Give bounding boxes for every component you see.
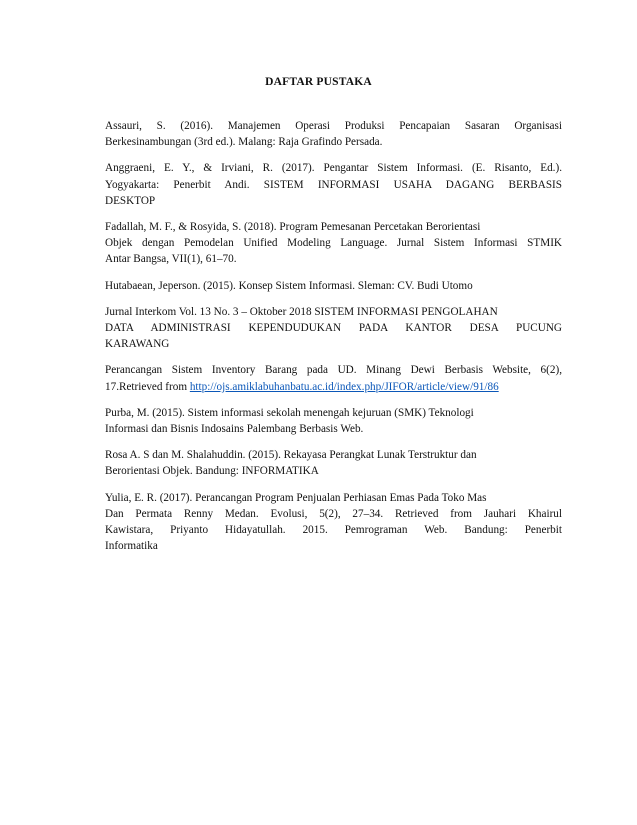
reference-line: Perancangan Sistem Inventory Barang pada UD. Minang Dewi Berbasis Website, 6(2),	[105, 364, 562, 377]
reference-entry	[105, 160, 562, 209]
reference-entry	[105, 362, 562, 394]
reference-line: Dan Permata Renny Medan. Evolusi, 5(2), 27–34. Retrieved from Jauhari Khairul	[105, 507, 562, 520]
reference-line: Informatika	[105, 540, 158, 553]
reference-entry	[105, 118, 562, 150]
reference-line: Purba, M. (2015). Sistem informasi sekolah menengah kejuruan (SMK) Teknologi	[105, 406, 474, 419]
reference-entry	[105, 304, 562, 353]
reference-line: Informasi dan Bisnis Indosains Palembang Berbasis Web.	[105, 423, 364, 436]
reference-entry	[105, 447, 562, 479]
reference-list	[105, 118, 562, 564]
reference-line: Anggraeni, E. Y., & Irviani, R. (2017). Pengantar Sistem Informasi. (E. Risanto, Ed.).	[105, 162, 562, 175]
page-title: DAFTAR PUSTAKA	[265, 76, 372, 88]
reference-line: Objek dengan Pemodelan Unified Modeling Language. Jurnal Sistem Informasi STMIK	[105, 237, 562, 250]
reference-entry	[105, 490, 562, 555]
reference-line: Berkesinambungan (3rd ed.). Malang: Raja Grafindo Persada.	[105, 136, 383, 149]
reference-line: DESKTOP	[105, 194, 156, 207]
reference-entry	[105, 219, 562, 268]
reference-line: Antar Bangsa, VII(1), 61–70.	[105, 253, 237, 266]
reference-line: Hutabaean, Jeperson. (2015). Konsep Sistem Informasi. Sleman: CV. Budi Utomo	[105, 279, 473, 292]
reference-line: DATA ADMINISTRASI KEPENDUDUKAN PADA KANTOR DESA PUCUNG	[105, 322, 562, 335]
reference-line: Yogyakarta: Penerbit Andi. SISTEM INFORMASI USAHA DAGANG BERBASIS	[105, 178, 562, 191]
reference-link[interactable]: http://ojs.amiklabuhanbatu.ac.id/index.php/JIFOR/article/view/91/86	[189, 380, 499, 393]
reference-line: Fadallah, M. F., & Rosyida, S. (2018). Program Pemesanan Percetakan Berorientasi	[105, 221, 481, 234]
reference-line: Kawistara, Priyanto Hidayatullah. 2015. Pemrograman Web. Bandung: Penerbit	[105, 524, 562, 537]
reference-line: Assauri, S. (2016). Manajemen Operasi Produksi Pencapaian Sasaran Organisasi	[105, 120, 562, 132]
reference-text: 17.Retrieved from	[105, 380, 190, 393]
reference-line: Berorientasi Objek. Bandung: INFORMATIKA	[105, 465, 319, 478]
reference-line: Yulia, E. R. (2017). Perancangan Program Penjualan Perhiasan Emas Pada Toko Mas	[105, 491, 487, 504]
reference-line	[105, 379, 562, 395]
reference-line: KARAWANG	[105, 338, 170, 351]
reference-line: Jurnal Interkom Vol. 13 No. 3 – Oktober 2018 SISTEM INFORMASI PENGOLAHAN	[105, 305, 498, 318]
reference-entry	[105, 405, 562, 437]
reference-line: Rosa A. S dan M. Shalahuddin. (2015). Rekayasa Perangkat Lunak Terstruktur dan	[105, 449, 477, 462]
reference-entry	[105, 278, 562, 294]
